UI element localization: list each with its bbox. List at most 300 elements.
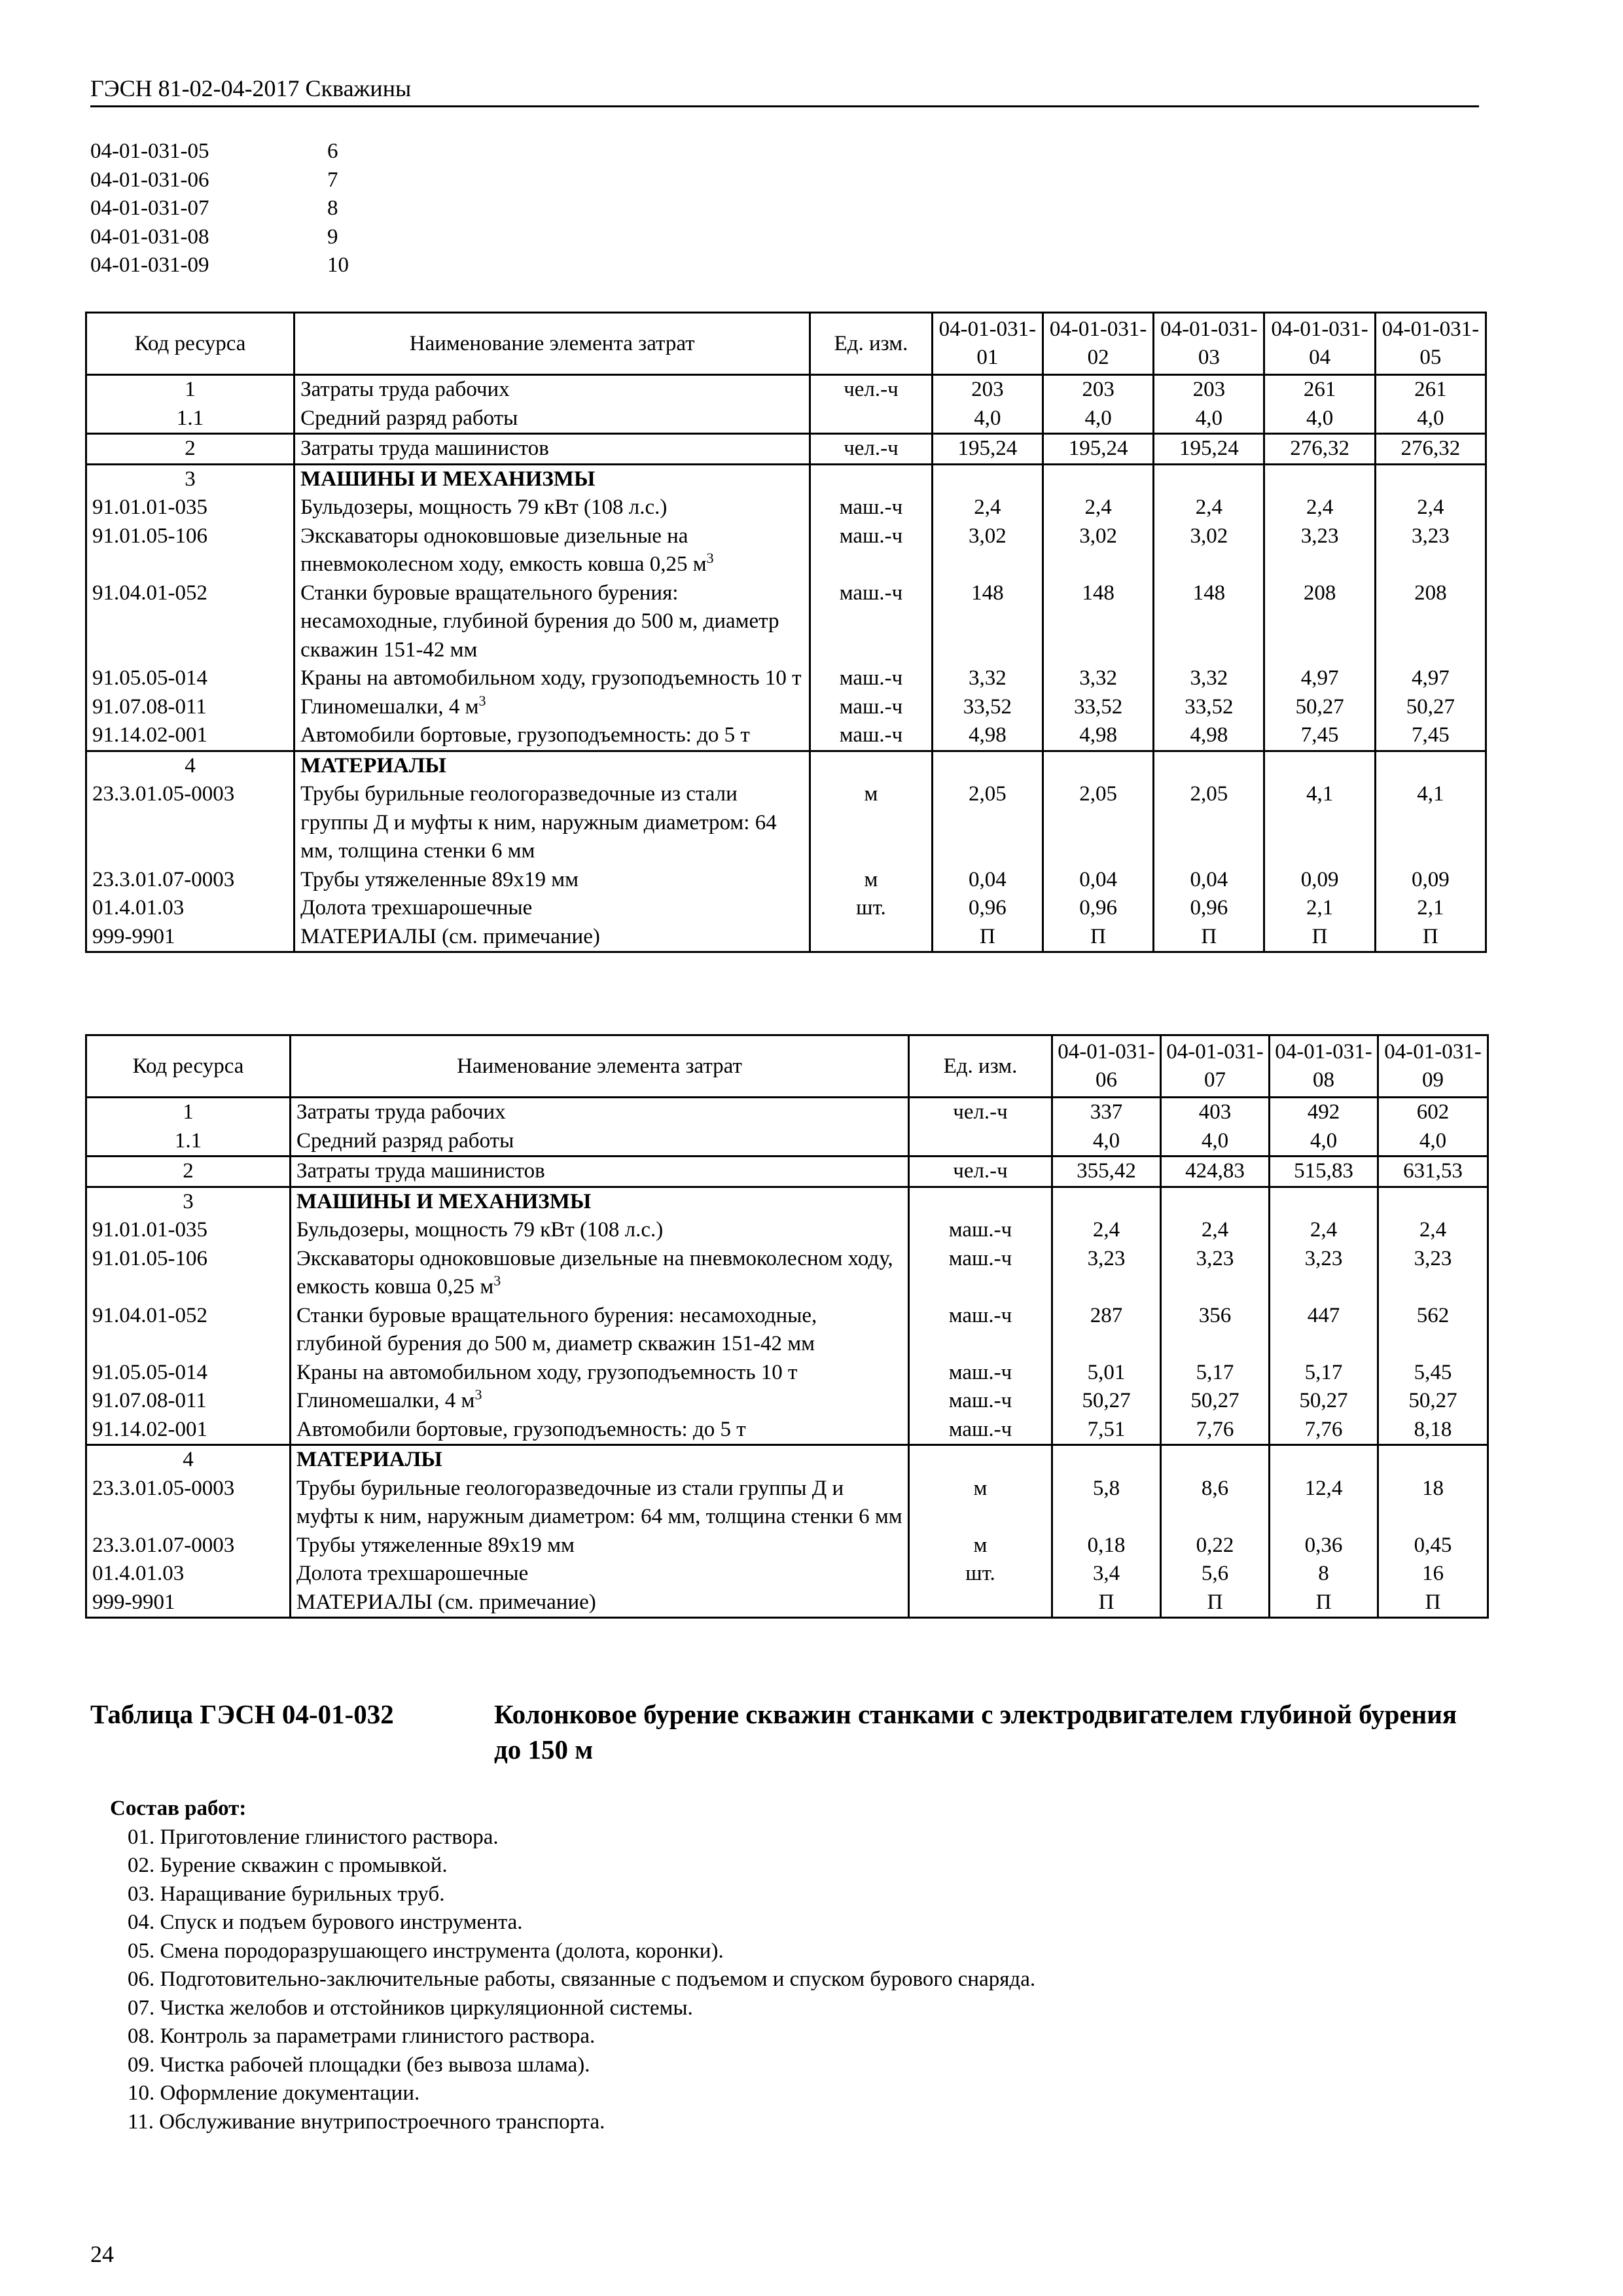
cell-text: 91.04.01-052 [92, 581, 207, 605]
cell-text: 2,4 [1092, 1218, 1120, 1242]
code-reference-list [90, 137, 349, 280]
value-cell [1043, 664, 1153, 693]
reference-value: 9 [327, 224, 338, 249]
value-cell [1161, 1387, 1270, 1416]
cell-text: 8,18 [1414, 1417, 1452, 1441]
cell-text: 2,4 [1419, 1218, 1447, 1242]
value-cell [1270, 1216, 1378, 1245]
resource-name-cell [291, 1416, 909, 1445]
value-cell [1375, 894, 1486, 923]
cell-text: П [1315, 1590, 1332, 1614]
resource-code-cell [86, 375, 294, 404]
column-header: Код ресурса [86, 1035, 291, 1098]
cell-text: маш.-ч [839, 495, 903, 519]
cell-text: Краны на автомобильном ходу, грузоподъемность 10 т [300, 666, 802, 690]
value-cell [932, 866, 1043, 895]
cell-text: 0,96 [1190, 896, 1228, 920]
cell-text: шт. [965, 1562, 995, 1585]
unit-cell [909, 1098, 1052, 1127]
cell-text: 148 [1082, 581, 1115, 605]
work-item: 02. Бурение скважин с промывкой. [128, 1854, 448, 1877]
resource-name-cell [291, 1187, 909, 1216]
resource-name-cell [294, 751, 810, 780]
work-item: 10. Оформление документации. [128, 2081, 420, 2105]
value-cell [1264, 664, 1375, 693]
resource-name-cell [291, 1157, 909, 1187]
cell-text: 50,27 [1082, 1389, 1131, 1412]
resource-code-cell [86, 434, 294, 465]
value-cell [1264, 923, 1375, 952]
cell-text: 3,32 [1190, 666, 1228, 690]
resource-name-cell [291, 1445, 909, 1475]
cell-text: 3,23 [1411, 524, 1450, 548]
cell-text: 3,23 [1300, 524, 1339, 548]
table-row [86, 404, 1486, 434]
value-cell [1378, 1187, 1488, 1216]
value-cell [1375, 693, 1486, 722]
cell-text: 208 [1303, 581, 1336, 605]
cell-text: 3,4 [1092, 1562, 1120, 1585]
table-row [86, 1445, 1488, 1475]
value-cell [932, 434, 1043, 465]
cell-text: 2 [185, 437, 196, 460]
value-cell [1052, 1245, 1161, 1302]
unit-cell [810, 464, 933, 493]
table-row [86, 1127, 1488, 1157]
cell-text: 5,8 [1092, 1476, 1120, 1500]
cell-text: П [1207, 1590, 1223, 1614]
value-cell [1052, 1187, 1161, 1216]
unit-cell [810, 780, 933, 866]
cell-text: 602 [1416, 1100, 1450, 1124]
resource-name-cell [294, 404, 810, 434]
cell-text: 2,4 [1201, 1218, 1229, 1242]
cell-text: Долота трехшарошечные [296, 1562, 529, 1585]
unit-cell [909, 1475, 1052, 1532]
work-list [110, 1823, 1035, 2137]
cell-text: маш.-ч [948, 1417, 1012, 1441]
cell-text: 2,4 [1310, 1218, 1338, 1242]
reference-row [90, 166, 349, 195]
unit-cell [810, 866, 933, 895]
value-cell [1375, 464, 1486, 493]
cell-text: 631,53 [1403, 1159, 1463, 1183]
value-cell [1270, 1588, 1378, 1618]
cell-text: 4,98 [968, 723, 1007, 747]
reference-code: 04-01-031-08 [90, 224, 209, 249]
cell-text: 91.01.01-035 [92, 1218, 207, 1242]
resource-code-cell [86, 721, 294, 751]
cell-text: 4,1 [1306, 782, 1334, 806]
cell-text: МАТЕРИАЛЫ [300, 753, 446, 778]
cell-text: 2,4 [1306, 495, 1334, 519]
resource-name-cell [291, 1588, 909, 1618]
cell-text: 33,52 [1073, 694, 1123, 719]
unit-cell [810, 923, 933, 952]
cell-text: м [864, 782, 878, 806]
work-item: 09. Чистка рабочей площадки (без вывоза шлама). [128, 2053, 590, 2077]
unit-cell [909, 1445, 1052, 1475]
cell-text: 203 [1192, 378, 1226, 401]
cell-text: чел.-ч [953, 1159, 1008, 1183]
cell-text: 91.01.05-106 [92, 1246, 207, 1270]
resource-name-cell [294, 375, 810, 404]
table-row [86, 1216, 1488, 1245]
resource-name-cell [294, 894, 810, 923]
cell-text: 50,27 [1190, 1389, 1240, 1412]
cell-text: 195,24 [1068, 437, 1128, 460]
value-cell [1270, 1359, 1378, 1388]
cell-text: 0,45 [1414, 1533, 1452, 1557]
table-row [86, 1475, 1488, 1532]
reference-row [90, 251, 349, 280]
value-cell [932, 464, 1043, 493]
cell-text: МАШИНЫ И МЕХАНИЗМЫ [300, 467, 596, 491]
value-cell [1052, 1387, 1161, 1416]
value-cell [1378, 1560, 1488, 1588]
cell-text: 1.1 [174, 1128, 202, 1153]
cell-text: 424,83 [1185, 1159, 1245, 1183]
value-cell [1043, 404, 1153, 434]
value-cell [1052, 1302, 1161, 1359]
table-header-row [86, 1035, 1488, 1098]
column-header: 04-01-031-05 [1375, 313, 1486, 375]
cell-text: Трубы утяжеленные 89х19 мм [296, 1533, 575, 1557]
resource-name-cell [291, 1302, 909, 1359]
value-cell [932, 780, 1043, 866]
value-cell [1052, 1588, 1161, 1618]
column-header: Наименование элемента затрат [294, 313, 810, 375]
cell-text: 7,45 [1411, 723, 1450, 747]
cell-text: МАТЕРИАЛЫ (см. примечание) [296, 1590, 596, 1614]
cell-text: Экскаваторы одноковшовые дизельные на пневмоколесном ходу, емкость ковша 0,25 м [300, 524, 707, 576]
table-row [86, 1560, 1488, 1588]
cell-text: 91.05.05-014 [92, 666, 207, 690]
cell-text: 3,32 [968, 666, 1007, 690]
cell-text: 276,32 [1400, 437, 1461, 460]
column-header: Ед. изм. [909, 1035, 1052, 1098]
work-item: 08. Контроль за параметрами глинистого раствора. [128, 2024, 596, 2048]
value-cell [1264, 780, 1375, 866]
value-cell [1270, 1245, 1378, 1302]
cell-text: 0,04 [1079, 867, 1117, 891]
value-cell [1154, 780, 1264, 866]
cell-text: П [1422, 924, 1438, 948]
value-cell [1375, 579, 1486, 665]
cell-text: 3,02 [1079, 524, 1117, 548]
unit-cell [909, 1157, 1052, 1187]
cell-text: 4,0 [1419, 1128, 1447, 1153]
cell-text: 3,02 [968, 524, 1007, 548]
table-row [86, 1416, 1488, 1445]
cell-text: Затраты труда машинистов [296, 1159, 545, 1183]
cell-text: 18 [1422, 1476, 1444, 1500]
cell-text: 01.4.01.03 [92, 1562, 185, 1585]
cell-text: 50,27 [1295, 694, 1344, 719]
cell-text: Затраты труда машинистов [300, 437, 549, 460]
cell-text: 23.3.01.05-0003 [92, 1476, 235, 1500]
resource-code-cell [86, 1387, 291, 1416]
value-cell [1052, 1157, 1161, 1187]
value-cell [1043, 434, 1153, 465]
cell-text: 195,24 [957, 437, 1018, 460]
cell-text: 203 [971, 378, 1004, 401]
resource-code-cell [86, 1187, 291, 1216]
table-row [86, 1187, 1488, 1216]
resource-code-cell [86, 693, 294, 722]
resource-code-cell [86, 1245, 291, 1302]
resource-name-cell [294, 923, 810, 952]
value-cell [1270, 1127, 1378, 1157]
cell-text: маш.-ч [948, 1246, 1012, 1270]
cell-text: чел.-ч [844, 378, 899, 401]
cell-text: 999-9901 [92, 924, 175, 948]
cell-text: 0,22 [1196, 1533, 1234, 1557]
resource-code-cell [86, 522, 294, 579]
cell-text: 337 [1090, 1100, 1123, 1124]
resource-code-cell [86, 1157, 291, 1187]
value-cell [1052, 1475, 1161, 1532]
value-cell [1378, 1532, 1488, 1560]
cell-text: 91.07.08-011 [92, 694, 207, 719]
cell-text: 91.01.05-106 [92, 524, 207, 548]
superscript: 3 [474, 1386, 482, 1403]
value-cell [1052, 1127, 1161, 1157]
unit-cell [810, 721, 933, 751]
unit-cell [909, 1127, 1052, 1157]
value-cell [1161, 1245, 1270, 1302]
cell-text: 7,45 [1300, 723, 1339, 747]
resource-name-cell [294, 721, 810, 751]
value-cell [1270, 1387, 1378, 1416]
value-cell [1270, 1098, 1378, 1127]
value-cell [1270, 1532, 1378, 1560]
column-header: Наименование элемента затрат [291, 1035, 909, 1098]
resource-code-cell [86, 1560, 291, 1588]
value-cell [1264, 375, 1375, 404]
cell-text: Станки буровые вращательного бурения: несамоходные, глубиной бурения до 500 м, диаметр скважин 151-42 мм [300, 581, 779, 662]
reference-code: 04-01-031-05 [90, 139, 209, 163]
resource-code-cell [86, 1588, 291, 1618]
value-cell [1264, 866, 1375, 895]
table-row [86, 866, 1486, 895]
cell-text: 276,32 [1290, 437, 1349, 460]
value-cell [1154, 721, 1264, 751]
cell-text: 16 [1422, 1562, 1444, 1585]
cell-text: 287 [1090, 1303, 1123, 1327]
value-cell [1161, 1216, 1270, 1245]
cell-text: 3,23 [1304, 1246, 1343, 1270]
cell-text: 1 [185, 378, 196, 401]
table-row [86, 375, 1486, 404]
resource-name-cell [291, 1245, 909, 1302]
resource-name-cell [294, 493, 810, 522]
resource-code-cell [86, 1302, 291, 1359]
value-cell [1154, 866, 1264, 895]
table-header-row [86, 313, 1486, 375]
cell-text: маш.-ч [948, 1360, 1012, 1384]
work-item: 11. Обслуживание внутрипостроечного транспорта. [128, 2109, 605, 2134]
cell-text: чел.-ч [953, 1100, 1008, 1124]
cell-text: МАТЕРИАЛЫ (см. примечание) [300, 924, 600, 948]
cell-text: 2,05 [1190, 782, 1228, 806]
value-cell [1378, 1387, 1488, 1416]
column-header: 04-01-031-06 [1052, 1035, 1161, 1098]
resource-name-cell [291, 1098, 909, 1127]
cell-text: 261 [1303, 378, 1336, 401]
cell-text: 4,1 [1417, 782, 1444, 806]
value-cell [1043, 751, 1153, 780]
table-row [86, 1588, 1488, 1618]
table-row [86, 1098, 1488, 1127]
cell-text: 50,27 [1408, 1389, 1457, 1412]
cell-text: 0,96 [1079, 896, 1117, 920]
value-cell [1375, 923, 1486, 952]
value-cell [1161, 1127, 1270, 1157]
work-composition [110, 1795, 1035, 2136]
value-cell [1270, 1560, 1378, 1588]
cell-text: 492 [1307, 1100, 1340, 1124]
column-header: Код ресурса [86, 313, 294, 375]
cell-text: 91.07.08-011 [92, 1389, 207, 1412]
cell-text: маш.-ч [839, 723, 903, 747]
cell-text: 3 [183, 1189, 194, 1213]
column-header: 04-01-031-03 [1154, 313, 1264, 375]
resource-code-cell [86, 404, 294, 434]
cell-text: Автомобили бортовые, грузоподъемность: до 5 т [300, 723, 750, 747]
reference-value: 8 [327, 196, 338, 220]
table-row [86, 1532, 1488, 1560]
cell-text: 4,98 [1079, 723, 1117, 747]
value-cell [1378, 1157, 1488, 1187]
cell-text: 4,0 [1084, 406, 1112, 430]
cell-text: маш.-ч [948, 1218, 1012, 1242]
cell-text: 2,4 [1195, 495, 1222, 519]
column-header: 04-01-031-04 [1264, 313, 1375, 375]
unit-cell [810, 751, 933, 780]
resource-table-1 [85, 312, 1487, 953]
cell-text: 208 [1414, 581, 1447, 605]
resource-name-cell [294, 464, 810, 493]
resource-name-cell [294, 522, 810, 579]
table-row [86, 721, 1486, 751]
unit-cell [810, 664, 933, 693]
cell-text: 3,02 [1190, 524, 1228, 548]
reference-code: 04-01-031-09 [90, 253, 209, 277]
resource-name-cell [291, 1216, 909, 1245]
cell-text: 0,04 [968, 867, 1007, 891]
value-cell [1043, 579, 1153, 665]
value-cell [1043, 894, 1153, 923]
unit-cell [909, 1187, 1052, 1216]
cell-text: маш.-ч [948, 1389, 1012, 1412]
cell-text: 8,6 [1201, 1476, 1229, 1500]
cell-text: 23.3.01.05-0003 [92, 782, 235, 806]
cell-text: 4,0 [1195, 406, 1222, 430]
value-cell [932, 579, 1043, 665]
value-cell [1264, 434, 1375, 465]
cell-text: 5,17 [1196, 1360, 1234, 1384]
value-cell [1043, 375, 1153, 404]
value-cell [1154, 664, 1264, 693]
page-number: 24 [90, 2241, 114, 2267]
reference-code: 04-01-031-06 [90, 168, 209, 192]
value-cell [1375, 404, 1486, 434]
cell-text: 5,45 [1414, 1360, 1452, 1384]
resource-code-cell [86, 923, 294, 952]
cell-text: 7,76 [1196, 1417, 1234, 1441]
resource-name-cell [291, 1359, 909, 1388]
header-title: ГЭСН 81-02-04-2017 Скважины [90, 75, 412, 101]
value-cell [1375, 780, 1486, 866]
value-cell [932, 522, 1043, 579]
resource-code-cell [86, 1475, 291, 1532]
work-item: 03. Наращивание бурильных труб. [128, 1882, 445, 1906]
resource-name-cell [294, 780, 810, 866]
work-item: 05. Смена породоразрушающего инструмента (долота, коронки). [128, 1939, 724, 1963]
value-cell [1052, 1560, 1161, 1588]
unit-cell [909, 1387, 1052, 1416]
cell-text: Бульдозеры, мощность 79 кВт (108 л.с.) [296, 1218, 664, 1242]
cell-text: маш.-ч [839, 666, 903, 690]
superscript: 3 [706, 550, 714, 566]
cell-text: Долота трехшарошечные [300, 896, 533, 920]
cell-text: 148 [971, 581, 1004, 605]
table-row [86, 751, 1486, 780]
table-row [86, 693, 1486, 722]
table-row [86, 923, 1486, 952]
value-cell [1161, 1302, 1270, 1359]
table-row [86, 1359, 1488, 1388]
value-cell [1161, 1445, 1270, 1475]
value-cell [1378, 1216, 1488, 1245]
cell-text: 12,4 [1304, 1476, 1343, 1500]
value-cell [1161, 1416, 1270, 1445]
value-cell [1161, 1359, 1270, 1388]
cell-text: МАТЕРИАЛЫ [296, 1448, 442, 1471]
value-cell [1375, 664, 1486, 693]
value-cell [932, 404, 1043, 434]
table-row [86, 664, 1486, 693]
cell-text: м [864, 867, 878, 891]
resource-name-cell [294, 693, 810, 722]
superscript: 3 [493, 1272, 501, 1289]
resource-code-cell [86, 664, 294, 693]
cell-text: 4,0 [974, 406, 1001, 430]
cell-text: Затраты труда рабочих [300, 378, 510, 401]
cell-text: Глиномешалки, 4 м [300, 694, 479, 719]
cell-text: 0,04 [1190, 867, 1228, 891]
value-cell [1052, 1445, 1161, 1475]
resource-name-cell [294, 579, 810, 665]
cell-text: 2,4 [1417, 495, 1444, 519]
reference-value: 7 [327, 168, 338, 192]
value-cell [1161, 1187, 1270, 1216]
value-cell [1154, 751, 1264, 780]
cell-text: 4,97 [1411, 666, 1450, 690]
cell-text: 01.4.01.03 [92, 896, 185, 920]
cell-text: 2 [183, 1159, 194, 1183]
cell-text: 203 [1082, 378, 1115, 401]
cell-text: МАШИНЫ И МЕХАНИЗМЫ [296, 1189, 592, 1213]
unit-cell [909, 1359, 1052, 1388]
cell-text: 23.3.01.07-0003 [92, 1533, 235, 1557]
cell-text: 4,0 [1306, 406, 1334, 430]
value-cell [1052, 1416, 1161, 1445]
column-header: 04-01-031-01 [932, 313, 1043, 375]
value-cell [1161, 1098, 1270, 1127]
cell-text: 148 [1192, 581, 1226, 605]
